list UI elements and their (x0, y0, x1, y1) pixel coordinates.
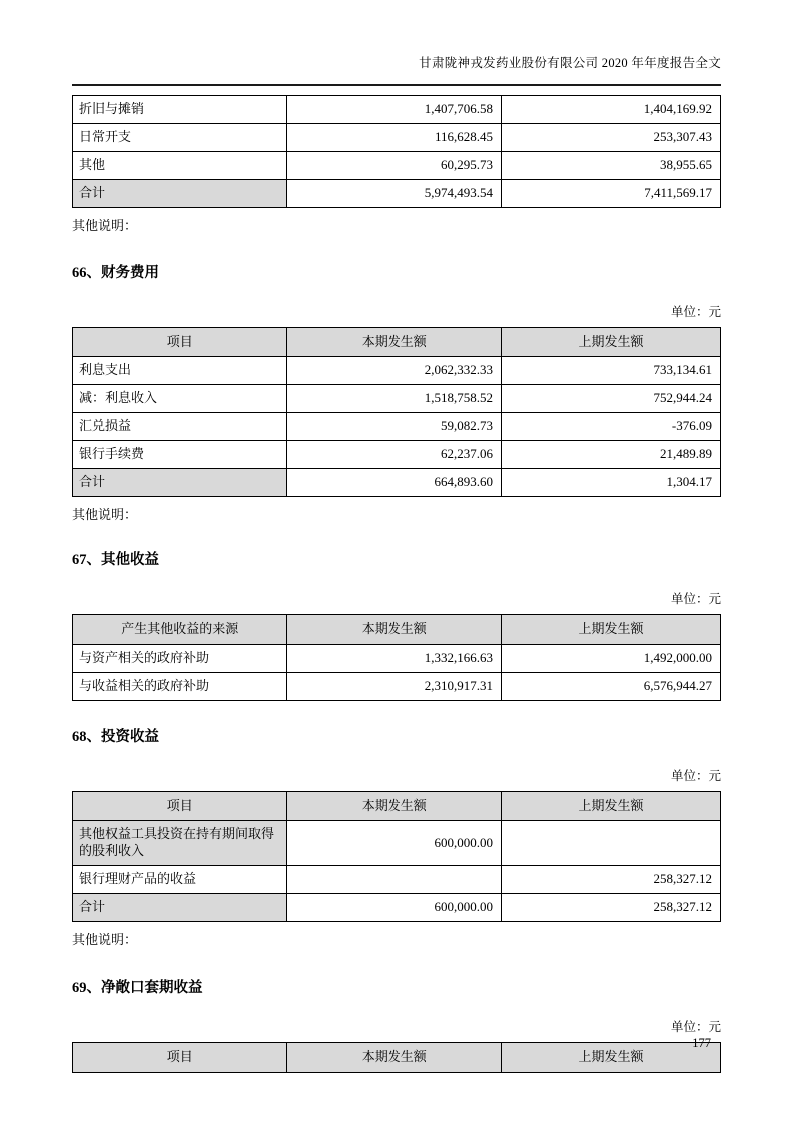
column-header-current: 本期发生额 (287, 791, 501, 821)
current-amount-cell: 1,332,166.63 (287, 644, 501, 672)
row-label-cell: 其他 (73, 151, 287, 179)
table-total-row (73, 179, 721, 207)
financial-expenses-table (72, 327, 721, 497)
table-header-row (73, 327, 721, 357)
current-amount-cell: 600,000.00 (287, 894, 501, 922)
total-label-cell: 合计 (73, 894, 287, 922)
current-amount-cell: 664,893.60 (287, 469, 501, 497)
prior-amount-cell: 752,944.24 (501, 385, 720, 413)
unit-label: 单位：元 (670, 304, 721, 319)
total-label-cell: 合计 (73, 179, 287, 207)
prior-amount-cell (501, 821, 720, 866)
current-amount-cell: 59,082.73 (287, 413, 501, 441)
prior-amount-cell: 258,327.12 (501, 866, 720, 894)
row-label-cell: 利息支出 (73, 357, 287, 385)
net-hedging-income-table (72, 1042, 721, 1073)
prior-amount-cell: 1,304.17 (501, 469, 720, 497)
row-label-cell: 折旧与摊销 (73, 96, 287, 124)
column-header-item: 项目 (73, 327, 287, 357)
table-header-row (73, 791, 721, 821)
current-amount-cell: 60,295.73 (287, 151, 501, 179)
current-amount-cell (287, 866, 501, 894)
table-row (73, 385, 721, 413)
unit-label: 单位：元 (670, 591, 721, 606)
table-row (73, 413, 721, 441)
table-row (73, 672, 721, 700)
table-row (73, 821, 721, 866)
prior-amount-cell: -376.09 (501, 413, 720, 441)
prior-amount-cell: 258,327.12 (501, 894, 720, 922)
column-header-prior: 上期发生额 (501, 1043, 720, 1073)
prior-amount-cell: 21,489.89 (501, 441, 720, 469)
prior-amount-cell: 733,134.61 (501, 357, 720, 385)
current-amount-cell: 2,310,917.31 (287, 672, 501, 700)
unit-label: 单位：元 (670, 768, 721, 783)
row-label-cell: 与资产相关的政府补助 (73, 644, 287, 672)
column-header-current: 本期发生额 (287, 1043, 501, 1073)
column-header-prior: 上期发生额 (501, 614, 720, 644)
column-header-prior: 上期发生额 (501, 791, 720, 821)
section-title-67: 67、其他收益 (72, 551, 159, 568)
row-label-cell: 银行手续费 (73, 441, 287, 469)
report-title: 甘肃陇神戎发药业股份有限公司 2020 年年度报告全文 (419, 56, 721, 70)
column-header-current: 本期发生额 (287, 614, 501, 644)
section-title-68: 68、投资收益 (72, 728, 159, 745)
page-header (72, 0, 721, 86)
column-header-current: 本期发生额 (287, 327, 501, 357)
current-amount-cell: 1,518,758.52 (287, 385, 501, 413)
row-label-cell: 日常开支 (73, 123, 287, 151)
column-header-item: 项目 (73, 791, 287, 821)
table-row (73, 123, 721, 151)
expenses-continuation-table (72, 95, 721, 208)
page-number: 177 (692, 1036, 711, 1050)
section-title-66: 66、财务费用 (72, 264, 159, 281)
row-label-cell: 汇兑损益 (73, 413, 287, 441)
row-label-cell: 与收益相关的政府补助 (73, 672, 287, 700)
unit-label: 单位：元 (670, 1020, 721, 1035)
table-header-row (73, 1043, 721, 1073)
current-amount-cell: 116,628.45 (287, 123, 501, 151)
column-header-source: 产生其他收益的来源 (73, 614, 287, 644)
prior-amount-cell: 253,307.43 (501, 123, 720, 151)
prior-amount-cell: 6,576,944.27 (501, 672, 720, 700)
total-label-cell: 合计 (73, 469, 287, 497)
current-amount-cell: 1,407,706.58 (287, 96, 501, 124)
row-label-cell: 减：利息收入 (73, 385, 287, 413)
current-amount-cell: 5,974,493.54 (287, 179, 501, 207)
table-row (73, 866, 721, 894)
prior-amount-cell: 1,492,000.00 (501, 644, 720, 672)
other-notes: 其他说明： (72, 506, 138, 522)
prior-amount-cell: 38,955.65 (501, 151, 720, 179)
table-row (73, 96, 721, 124)
table-header-row (73, 614, 721, 644)
row-label-cell: 银行理财产品的收益 (73, 866, 287, 894)
prior-amount-cell: 1,404,169.92 (501, 96, 720, 124)
column-header-prior: 上期发生额 (501, 327, 720, 357)
current-amount-cell: 62,237.06 (287, 441, 501, 469)
table-total-row (73, 894, 721, 922)
column-header-item: 项目 (73, 1043, 287, 1073)
current-amount-cell: 2,062,332.33 (287, 357, 501, 385)
table-total-row (73, 469, 721, 497)
section-title-69: 69、净敞口套期收益 (72, 980, 203, 997)
investment-income-table (72, 791, 721, 922)
table-row (73, 644, 721, 672)
row-label-cell: 其他权益工具投资在持有期间取得的股利收入 (73, 821, 287, 866)
current-amount-cell: 600,000.00 (287, 821, 501, 866)
prior-amount-cell: 7,411,569.17 (501, 179, 720, 207)
table-row (73, 151, 721, 179)
other-notes: 其他说明： (72, 932, 138, 948)
other-income-table (72, 614, 721, 701)
other-notes: 其他说明： (72, 217, 138, 233)
table-row (73, 357, 721, 385)
table-row (73, 441, 721, 469)
